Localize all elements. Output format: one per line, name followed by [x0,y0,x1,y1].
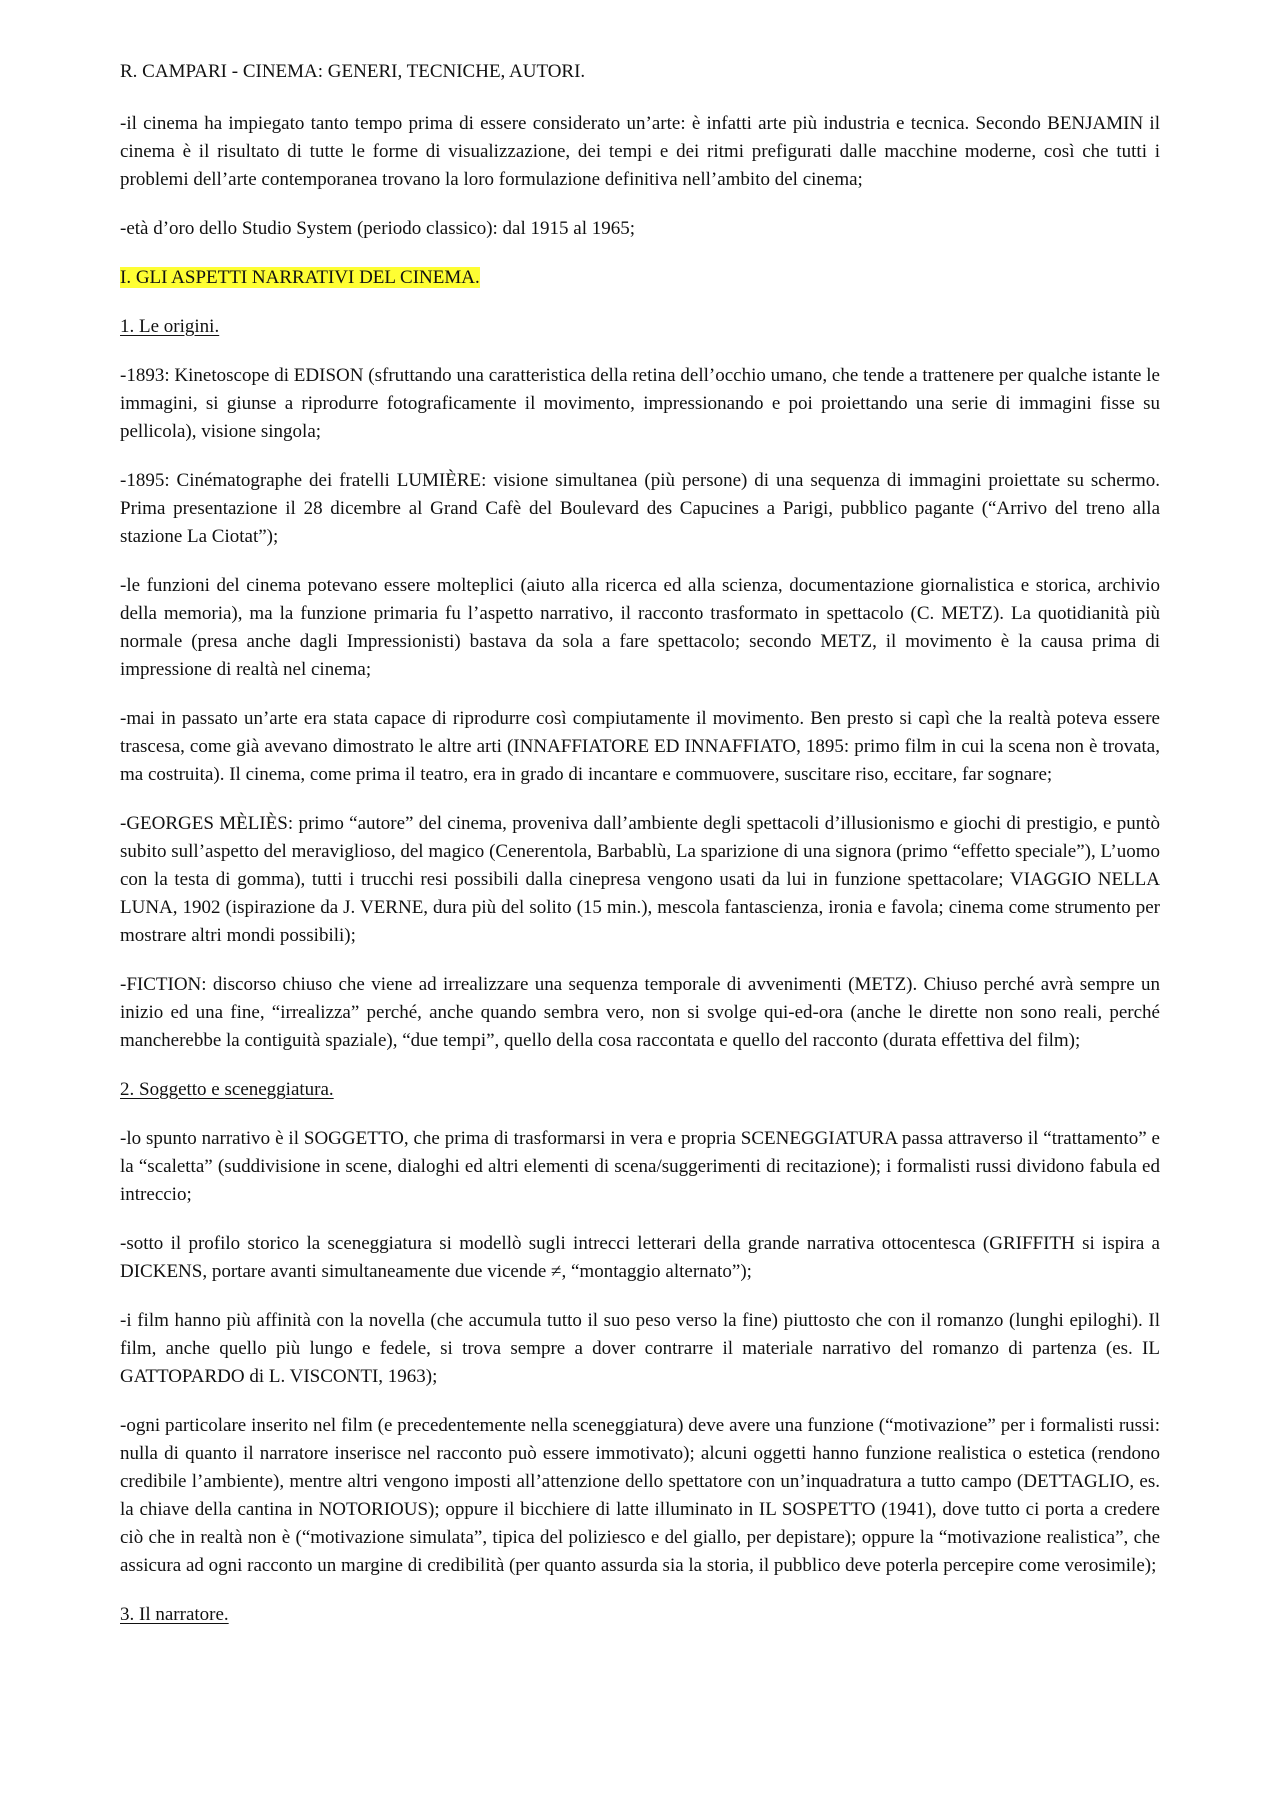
body-paragraph: -i film hanno più affinità con la novella (che accumula tutto il suo peso verso la fine) piuttosto che con il romanzo (lunghi epiloghi). Il film, anche quello più lungo e fedele, si trova sempre a dover contrarre il materiale narrativo del romanzo di partenza (es. IL GATTOPARDO di L. VISCONTI, 1963); [120,1310,1160,1387]
intro-paragraph: -età d’oro dello Studio System (periodo classico): dal 1915 al 1965; [120,218,636,239]
body-paragraph: -lo spunto narrativo è il SOGGETTO, che prima di trasformarsi in vera e propria SCENEGGIATURA passa attraverso il “trattamento” e la “scaletta” (suddivisione in scene, dialoghi ed altri elementi di scena/suggerimenti di recitazione); i formalisti russi dividono fabula ed intreccio; [120,1128,1160,1205]
body-paragraph: -sotto il profilo storico la sceneggiatura si modellò sugli intrecci letterari della grande narrativa ottocentesca (GRIFFITH si ispira a DICKENS, portare avanti simultaneamente due vicende ≠, “montaggio alternato”); [120,1233,1160,1282]
intro-paragraph: -il cinema ha impiegato tanto tempo prima di essere considerato un’arte: è infatti arte più industria e tecnica. Secondo BENJAMIN il cinema è il risultato di tutte le forme di visualizzazione, dei tempi e dei ritmi prefigurati dalle macchine moderne, così che tutti i problemi dell’arte contemporanea trovano la loro formulazione definitiva nell’ambito del cinema; [120,113,1160,190]
subsection-heading-soggetto: 2. Soggetto e sceneggiatura. [120,1079,334,1100]
subsection-heading-origini: 1. Le origini. [120,316,220,337]
body-paragraph: -GEORGES MÈLIÈS: primo “autore” del cinema, proveniva dall’ambiente degli spettacoli d’illusionismo e giochi di prestigio, e puntò subito sull’aspetto del meraviglioso, del magico (Cenerentola, Barbablù, La sparizione di una signora (primo “effetto speciale”), L’uomo con la testa di gomma), tutti i trucchi resi possibili dalla cinepresa vengono usati da lui in funzione spettacolare; VIAGGIO NELLA LUNA, 1902 (ispirazione da J. VERNE, dura più del solito (15 min.), mescola fantascienza, ironia e favola; cinema come strumento per mostrare altri mondi possibili); [120,813,1160,946]
body-paragraph: -FICTION: discorso chiuso che viene ad irrealizzare una sequenza temporale di avvenimenti (METZ). Chiuso perché avrà sempre un inizio ed una fine, “irrealizza” perché, anche quando sembra vero, non si svolge qui-ed-ora (anche le dirette non sono reali, perché mancherebbe la contiguità spaziale), “due tempi”, quello della cosa raccontata e quello del racconto (durata effettiva del film); [120,974,1160,1051]
body-paragraph: -ogni particolare inserito nel film (e precedentemente nella sceneggiatura) deve avere una funzione (“motivazione” per i formalisti russi: nulla di quanto il narratore inserisce nel racconto può essere immotivato); alcuni oggetti hanno funzione realistica o estetica (rendono credibile l’ambiente), mentre altri vengono imposti all’attenzione dello spettatore con un’inquadratura a tutto campo (DETTAGLIO, es. la chiave della cantina in NOTORIOUS); oppure il bicchiere di latte illuminato in IL SOSPETTO (1941), dove tutto ci porta a credere ciò che in realtà non è (“motivazione simulata”, tipica del poliziesco e del giallo, per depistare); oppure la “motivazione realistica”, che assicura ad ogni racconto un margine di credibilità (per quanto assurda sia la storia, il pubblico deve poterla percepire come verosimile); [120,1415,1160,1576]
subsection-heading-narratore: 3. Il narratore. [120,1604,229,1625]
body-paragraph: -1895: Cinématographe dei fratelli LUMIÈRE: visione simultanea (più persone) di una sequenza di immagini proiettate su schermo. Prima presentazione il 28 dicembre al Grand Cafè del Boulevard des Capucines a Parigi, pubblico pagante (“Arrivo del treno alla stazione La Ciotat”); [120,470,1160,547]
document-header: R. CAMPARI - CINEMA: GENERI, TECNICHE, AUTORI. [120,61,586,82]
document-page [120,58,1160,1650]
body-paragraph: -mai in passato un’arte era stata capace di riprodurre così compiutamente il movimento. Ben presto si capì che la realtà poteva essere trascesa, come già avevano dimostrato le altre arti (INNAFFIATORE ED INNAFFIATO, 1895: primo film in cui la scena non è trovata, ma costruita). Il cinema, come prima il teatro, era in grado di incantare e commuovere, suscitare riso, eccitare, far sognare; [120,708,1160,785]
section-title [120,264,1160,292]
body-paragraph: -1893: Kinetoscope di EDISON (sfruttando una caratteristica della retina dell’occhio umano, che tende a trattenere per qualche istante le immagini, si giunse a riprodurre fotograficamente il movimento, impressionando e poi proiettando una serie di immagini fisse su pellicola), visione singola; [120,365,1160,442]
highlighted-section-title: I. GLI ASPETTI NARRATIVI DEL CINEMA. [120,267,480,288]
body-paragraph: -le funzioni del cinema potevano essere molteplici (aiuto alla ricerca ed alla scienza, documentazione giornalistica e storica, archivio della memoria), ma la funzione primaria fu l’aspetto narrativo, il racconto trasformato in spettacolo (C. METZ). La quotidianità più normale (presa anche dagli Impressionisti) bastava da sola a fare spettacolo; secondo METZ, il movimento è la causa prima di impressione di realtà nel cinema; [120,575,1160,680]
